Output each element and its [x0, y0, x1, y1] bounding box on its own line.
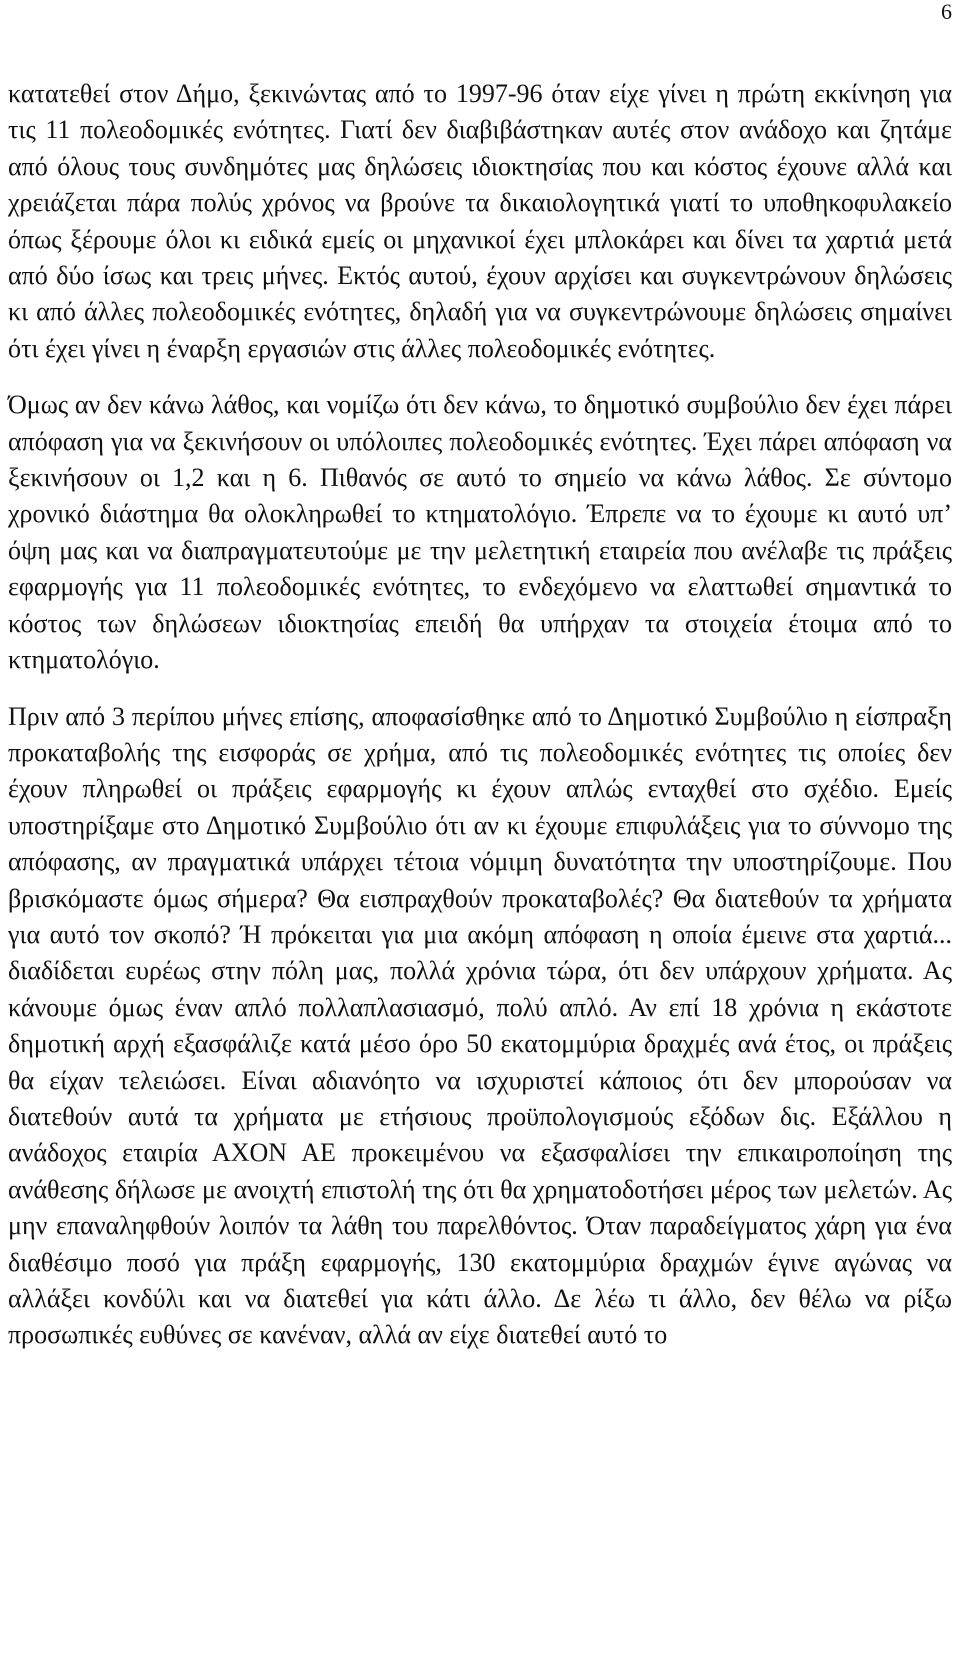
paragraph-2: Όμως αν δεν κάνω λάθος, και νομίζω ότι δεν κάνω, το δημοτικό συμβούλιο δεν έχει πάρει απόφαση για να ξεκινήσουν οι υπόλοιπες πολεοδομικές ενότητες. Έχει πάρει απόφαση να ξεκινήσουν οι 1,2 και η 6. Πιθανός σε αυτό το σημείο να κάνω λάθος. Σε σύντομο χρονικό διάστημα θα ολοκληρωθεί το κτηματολόγιο. Έπρεπε να το έχουμε κι αυτό υπ’ όψη μας και να διαπραγματευτούμε με την μελετητική εταιρεία που ανέλαβε τις πράξεις εφαρμογής για 11 πολεοδομικές ενότητες, το ενδεχόμενο να ελαττωθεί σημαντικά το κόστος των δηλώσεων ιδιοκτησίας επειδή θα υπήρχαν τα στοιχεία έτοιμα από το κτηματολόγιο. [8, 390, 952, 675]
paragraph-1: κατατεθεί στον Δήμο, ξεκινώντας από το 1997-96 όταν είχε γίνει η πρώτη εκκίνηση για τις 11 πολεοδομικές ενότητες. Γιατί δεν διαβιβάστηκαν αυτές στον ανάδοχο και ζητάμε από όλους τους συνδημότες μας δηλώσεις ιδιοκτησίας που και κόστος έχουνε αλλά και χρειάζεται πάρα πολύς χρόνος να βρούνε τα δικαιολογητικά γιατί το υποθηκοφυλακείο όπως ξέρουμε όλοι κι ειδικά εμείς οι μηχανικοί έχει μπλοκάρει και δίνει τα χαρτιά μετά από δύο ίσως και τρεις μήνες. Εκτός αυτού, έχουν αρχίσει και συγκεντρώνουν δηλώσεις κι από άλλες πολεοδομικές ενότητες, δηλαδή για να συγκεντρώνουμε δηλώσεις σημαίνει ότι έχει γίνει η έναρξη εργασιών στις άλλες πολεοδομικές ενότητες. [8, 79, 952, 363]
paragraph-3: Πριν από 3 περίπου μήνες επίσης, αποφασίσθηκε από το Δημοτικό Συμβούλιο η είσπραξη προκαταβολής της εισφοράς σε χρήμα, από τις πολεοδομικές ενότητες τις οποίες δεν έχουν πληρωθεί οι πράξεις εφαρμογής κι έχουν απλώς ενταχθεί στο σχέδιο. Εμείς υποστηρίξαμε στο Δημοτικό Συμβούλιο ότι αν κι έχουμε επιφυλάξεις για το σύννομο της απόφασης, αν πραγματικά υπάρχει τέτοια νόμιμη δυνατότητα την υποστηρίζουμε. Που βρισκόμαστε όμως σήμερα? Θα εισπραχθούν προκαταβολές? Θα διατεθούν τα χρήματα για αυτό τον σκοπό? Ή πρόκειται για μια ακόμη απόφαση η οποία έμεινε στα χαρτιά... διαδίδεται ευρέως στην πόλη μας, πολλά χρόνια τώρα, ότι δεν υπάρχουν χρήματα. Ας κάνουμε όμως έναν απλό πολλαπλασιασμό, πολύ απλό. Αν επί 18 χρόνια η εκάστοτε δημοτική αρχή εξασφάλιζε κατά μέσο όρο 50 εκατομμύρια δραχμές ανά έτος, οι πράξεις θα είχαν τελειώσει. Είναι αδιανόητο να ισχυριστεί κάποιος ότι δεν μπορούσαν να διατεθούν αυτά τα χρήματα με ετήσιους προϋπολογισμούς εξόδων δις. Εξάλλου η ανάδοχος εταιρία ΑΧΟΝ ΑΕ προκειμένου να εξασφαλίσει την επικαιροποίηση της ανάθεσης δήλωσε με ανοιχτή επιστολή της ότι θα χρηματοδοτήσει μέρος των μελετών. Ας μην επαναληφθούν λοιπόν τα λάθη του παρελθόντος. Όταν παραδείγματος χάρη για ένα διαθέσιμο ποσό για πράξη εφαρμογής, 130 εκατομμύρια δραχμών έγινε αγώνας να αλλάξει κονδύλι και να διατεθεί για κάτι άλλο. Δε λέω τι άλλο, δεν θέλω να ρίξω προσωπικές ευθύνες σε κανέναν, αλλά αν είχε διατεθεί αυτό το [8, 701, 952, 1350]
page-number: 6 [941, 0, 952, 24]
document-body [8, 76, 952, 1354]
